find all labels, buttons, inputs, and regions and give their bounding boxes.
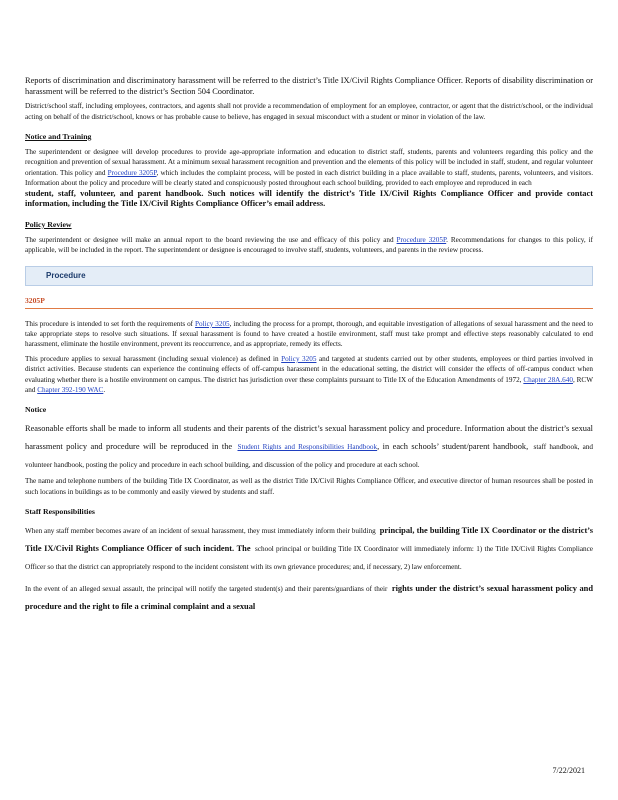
proc-para2-text-a: This procedure applies to sexual harassment (including sexual violence) as defined in: [25, 354, 279, 363]
intro-referral-paragraph: Reports of discrimination and discriminatory harassment will be referred to the district’s Title IX/Civil Rights Compliance Officer. Reports of disability discrimination or harassment will be referred to the district’s Section 504 Coordinator.: [25, 76, 593, 96]
notice-bold-a: Reasonable efforts shall be made to inform all students and their parents of the district’s sexual harassment policy and procedure. Information about the district’s sexual harassment policy and procedure will be reproduced in the: [25, 424, 593, 452]
staff-responsibilities-paragraph: [25, 520, 593, 574]
proc-para1-text-b: , including the process for a prompt, thorough, and equitable investigation of allegations of sexual harassment and the need to take appropriate steps to resolve such situations. If sexual harassment is found to have created a hostile environment, staff must take prompt and effective steps reasonably calculated to end harassment, eliminate the hostile environment, prevent its reoccurrence, and as appropriate, remedy its effects.: [25, 319, 594, 349]
procedure-3205p-link-2[interactable]: Procedure 3205P: [396, 235, 447, 244]
proc-para2-text-b: and targeted at students carried out by other students, employees or third parties involved in district activities. Because students can experience the continuing effects of off-campus harassment in the educational setting, the district will consider the effects of off-campus conduct when evaluating whether there is a hostile environment on campus. The district has jurisdiction over these complaints pursuant to Title IX of the Education Amendments of 1972,: [25, 354, 594, 384]
chapter-392-190-link[interactable]: Chapter 392-190 WAC: [37, 386, 104, 395]
proc-para1-text-a: This procedure is intended to set forth the requirements of: [25, 319, 194, 328]
sexual-assault-paragraph: [25, 578, 593, 614]
policy-review-text-b: . Recommendations for changes to this policy, if applicable, will be included in the report. The superintendent or designee is encouraged to involve staff, students, volunteers, and parents in the review process.: [25, 235, 594, 255]
staff-responsibilities-heading: Staff Responsibilities: [25, 507, 95, 517]
notice-training-text-a: The superintendent or designee will develop procedures to provide age-appropriate information and education to district staff, students, parents and volunteers regarding this policy and the recognition and prevention of sexual harassment. At a minimum sexual harassment recognition and prevention and the elements of this policy will be included in staff, student, and regular volunteer orientation. This policy and: [25, 148, 593, 177]
policy-3205-link[interactable]: Policy 3205: [194, 319, 230, 328]
coordinator-posting-paragraph: The name and telephone numbers of the building Title IX Coordinator, as well as the district Title IX/Civil Rights Compliance Officer, and executive director of human resources shall be posted in such locations in buildings as to be commonly and easily viewed by students and staff.: [25, 477, 593, 496]
procedure-code: 3205P: [25, 296, 593, 309]
staff-text-c: school principal or building Title IX Coordinator will immediately inform: 1) the Title IX/Civil Rights Compliance Officer so that the district can appropriately respond to the incident consistent with its own grievance procedures; and, if necessary, 2) law enforcement.: [25, 545, 593, 572]
procedure-section-bar: Procedure: [25, 266, 593, 286]
footer-date: 7/22/2021: [552, 766, 585, 775]
proc-para2-text-c: , RCW and: [25, 375, 594, 395]
policy-review-text-a: The superintendent or designee will make an annual report to the board reviewing the use and efficacy of this policy and: [25, 235, 394, 244]
notice-text-c: staff handbook, and volunteer handbook, posting the policy and procedure in each school building, and discussion of the policy and procedure at each school.: [25, 443, 594, 470]
notice-paragraph: [25, 418, 593, 472]
recommendation-paragraph: District/school staff, including employees, contractors, and agents shall not provide a recommendation of employment for an employee, contractor, or agent that the district/school, or the individual acting on behalf of the district/school, knows or has probable cause to believe, has engaged in sexual misconduct with a student or minor in violation of the law.: [25, 102, 593, 121]
policy-3205-link-2[interactable]: Policy 3205: [281, 354, 317, 363]
notice-bold-b: , in each schools’ student/parent handbook,: [377, 442, 529, 452]
staff-bold-b: principal, the building Title IX Coordinator or the district’s Title IX/Civil Rights Compliance Officer of such incident. The: [25, 526, 594, 554]
staff-text-d: In the event of an alleged sexual assault, the principal will notify the targeted student(s) and their parents/guardians of their: [25, 585, 388, 594]
procedure-3205p-link[interactable]: Procedure 3205P: [107, 168, 157, 177]
proc-para2-text-d: .: [103, 386, 106, 395]
staff-text-a: When any staff member becomes aware of an incident of sexual harassment, they must immediately inform their building: [25, 527, 376, 536]
student-rights-handbook-link[interactable]: Student Rights and Responsibilities Handbook: [237, 443, 378, 452]
notice-heading: Notice: [25, 405, 47, 415]
policy-review-paragraph: [25, 235, 593, 256]
procedure-scope-paragraph: [25, 354, 593, 396]
notice-training-text-b: , which includes the complaint process, will be posted in each district building in a place available to staff, students, parents, volunteers, and visitors. Information about the policy and procedure will be clearly stated and conspicuously posted throughout each school building, provided to each employee and reproduced in each: [25, 168, 594, 188]
policy-review-heading: Policy Review: [25, 219, 72, 229]
document-page: [25, 76, 593, 614]
chapter-28a640-link[interactable]: Chapter 28A.640: [523, 375, 573, 384]
notice-training-bold-line: student, staff, volunteer, and parent handbook. Such notices will identify the district’s Title IX/Civil Rights Compliance Officer and provide contact information, including the Title IX/Civil Rights Compliance Officer’s email address.: [25, 188, 593, 209]
notice-training-heading: Notice and Training: [25, 132, 92, 141]
procedure-purpose-paragraph: [25, 319, 593, 350]
notice-training-paragraph: [25, 147, 593, 189]
staff-bold-e: rights under the district’s sexual harassment policy and procedure and the right to file a criminal complaint and a sexual: [25, 584, 593, 612]
